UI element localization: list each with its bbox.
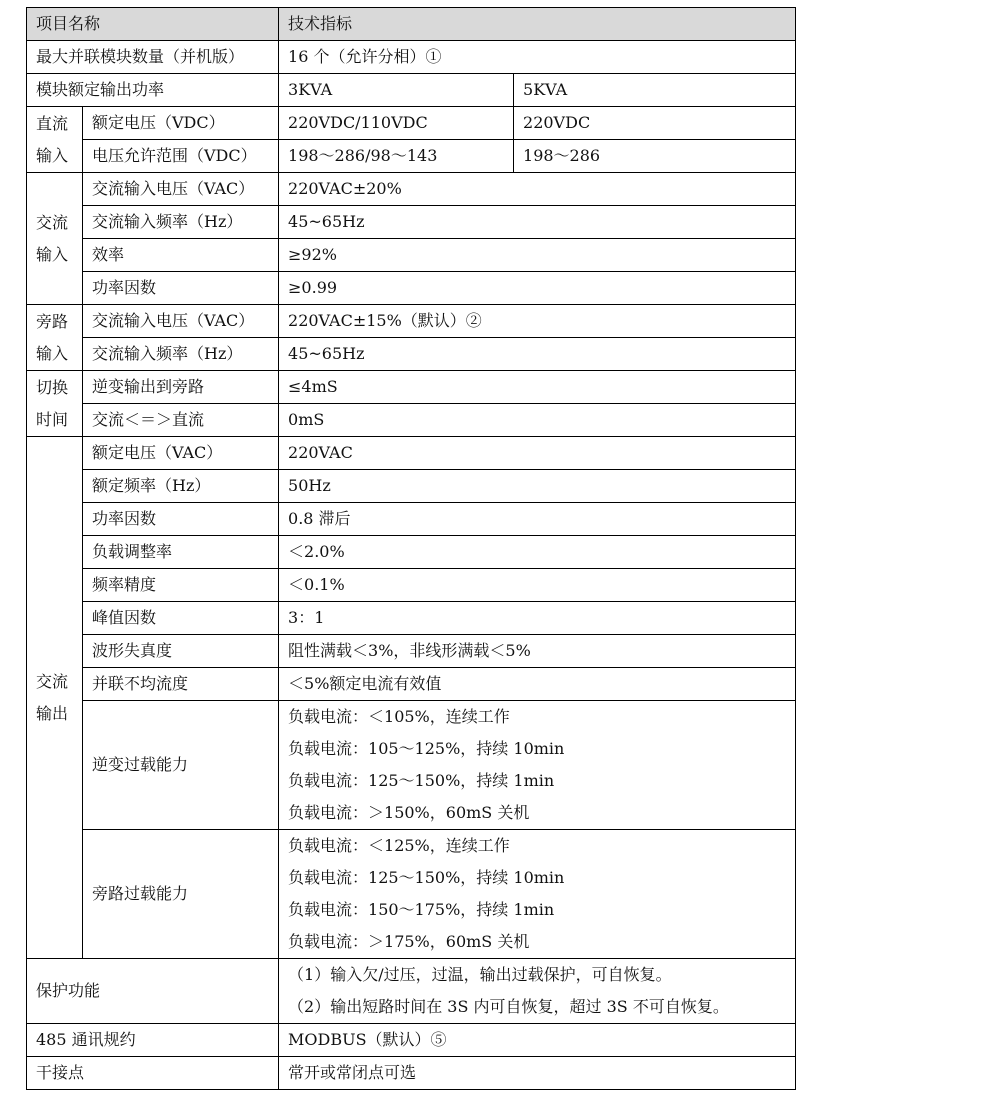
row-value: 45~65Hz — [279, 338, 796, 371]
row-label: 最大并联模块数量（并机版） — [27, 41, 279, 74]
table-row — [27, 140, 796, 173]
protection-line: （2）输出短路时间在 3S 内可自恢复，超过 3S 不可自恢复。 — [288, 997, 729, 1016]
row-value-3kva: 220VDC/110VDC — [279, 107, 514, 140]
row-label: 峰值因数 — [83, 602, 279, 635]
table-row — [27, 338, 796, 371]
row-label: 并联不均流度 — [83, 668, 279, 701]
row-label: 波形失真度 — [83, 635, 279, 668]
header-spec: 技术指标 — [279, 8, 796, 41]
table-row — [27, 239, 796, 272]
table-row — [27, 74, 796, 107]
row-value-3kva: 198～286/98～143 — [279, 140, 514, 173]
row-value-3kva: 3KVA — [279, 74, 514, 107]
row-label: 额定频率（Hz） — [83, 470, 279, 503]
row-value: ≥0.99 — [279, 272, 796, 305]
category-line: 输入 — [36, 145, 69, 165]
row-value: 50Hz — [279, 470, 796, 503]
overload-line: 负载电流：105～125%，持续 10min — [288, 739, 565, 758]
category-line: 输出 — [36, 703, 69, 723]
row-label: 交流＜＝＞直流 — [83, 404, 279, 437]
row-value: ＜0.1% — [279, 569, 796, 602]
overload-line: 负载电流：＞150%，60mS 关机 — [288, 803, 530, 822]
table-row — [27, 1057, 796, 1090]
spec-table — [26, 7, 796, 1090]
row-value: 0.8 滞后 — [279, 503, 796, 536]
category-line: 输入 — [36, 244, 69, 264]
table-row — [27, 503, 796, 536]
category-dc-input — [27, 107, 83, 173]
table-row — [27, 668, 796, 701]
row-value-5kva: 198～286 — [514, 140, 796, 173]
category-line: 切换 — [36, 377, 69, 397]
table-row — [27, 404, 796, 437]
row-label: 逆变过载能力 — [83, 701, 279, 830]
row-value: ≥92% — [279, 239, 796, 272]
table-row — [27, 272, 796, 305]
category-line: 交流 — [36, 212, 69, 232]
row-label: 额定电压（VAC） — [83, 437, 279, 470]
row-value: 16 个（允许分相）① — [279, 41, 796, 74]
row-value-5kva: 5KVA — [514, 74, 796, 107]
row-value: 220VAC — [279, 437, 796, 470]
row-label: 逆变输出到旁路 — [83, 371, 279, 404]
overload-line: 负载电流：125～150%，持续 10min — [288, 868, 565, 887]
category-line: 交流 — [36, 671, 69, 691]
row-label: 干接点 — [27, 1057, 279, 1090]
row-label: 交流输入频率（Hz） — [83, 206, 279, 239]
row-label: 效率 — [83, 239, 279, 272]
category-line: 旁路 — [36, 311, 69, 331]
overload-line: 负载电流：＜125%，连续工作 — [288, 836, 510, 855]
overload-line: 负载电流：＞175%，60mS 关机 — [288, 932, 530, 951]
row-value-multiline — [279, 701, 796, 830]
table-row — [27, 305, 796, 338]
row-value-multiline — [279, 959, 796, 1024]
table-row — [27, 371, 796, 404]
row-value: 220VAC±15%（默认）② — [279, 305, 796, 338]
table-row — [27, 41, 796, 74]
row-label: 交流输入电压（VAC） — [83, 305, 279, 338]
table-row — [27, 569, 796, 602]
row-value: ≤4mS — [279, 371, 796, 404]
table-row — [27, 959, 796, 1024]
protection-line: （1）输入欠/过压，过温，输出过载保护，可自恢复。 — [288, 965, 672, 984]
row-value-multiline — [279, 830, 796, 959]
overload-line: 负载电流：150～175%，持续 1min — [288, 900, 555, 919]
row-label: 旁路过载能力 — [83, 830, 279, 959]
row-value: MODBUS（默认）⑤ — [279, 1024, 796, 1057]
header-item-name: 项目名称 — [27, 8, 279, 41]
row-label: 485 通讯规约 — [27, 1024, 279, 1057]
row-label: 频率精度 — [83, 569, 279, 602]
overload-line: 负载电流：125～150%，持续 1min — [288, 771, 555, 790]
row-label: 模块额定输出功率 — [27, 74, 279, 107]
category-bypass-input — [27, 305, 83, 371]
row-value: ＜5%额定电流有效值 — [279, 668, 796, 701]
row-value: ＜2.0% — [279, 536, 796, 569]
overload-line: 负载电流：＜105%，连续工作 — [288, 707, 510, 726]
table-row — [27, 470, 796, 503]
row-value-5kva: 220VDC — [514, 107, 796, 140]
table-row — [27, 536, 796, 569]
category-switch-time — [27, 371, 83, 437]
category-line: 直流 — [36, 113, 69, 133]
category-line: 输入 — [36, 343, 69, 363]
category-ac-output — [27, 437, 83, 959]
table-row — [27, 602, 796, 635]
table-row — [27, 107, 796, 140]
row-label: 交流输入频率（Hz） — [83, 338, 279, 371]
row-label: 负载调整率 — [83, 536, 279, 569]
table-row — [27, 173, 796, 206]
row-value: 常开或常闭点可选 — [279, 1057, 796, 1090]
table-row — [27, 701, 796, 830]
row-value: 阻性满载＜3%，非线形满载＜5% — [279, 635, 796, 668]
row-label: 功率因数 — [83, 272, 279, 305]
table-header-row — [27, 8, 796, 41]
row-label: 额定电压（VDC） — [83, 107, 279, 140]
category-ac-input — [27, 173, 83, 305]
row-label: 交流输入电压（VAC） — [83, 173, 279, 206]
table-row — [27, 635, 796, 668]
row-label: 电压允许范围（VDC） — [83, 140, 279, 173]
row-value: 0mS — [279, 404, 796, 437]
row-label: 保护功能 — [27, 959, 279, 1024]
category-line: 时间 — [36, 409, 69, 429]
table-row — [27, 1024, 796, 1057]
row-value: 220VAC±20% — [279, 173, 796, 206]
row-value: 45~65Hz — [279, 206, 796, 239]
table-row — [27, 206, 796, 239]
table-row — [27, 830, 796, 959]
row-label: 功率因数 — [83, 503, 279, 536]
row-value: 3：1 — [279, 602, 796, 635]
table-row — [27, 437, 796, 470]
